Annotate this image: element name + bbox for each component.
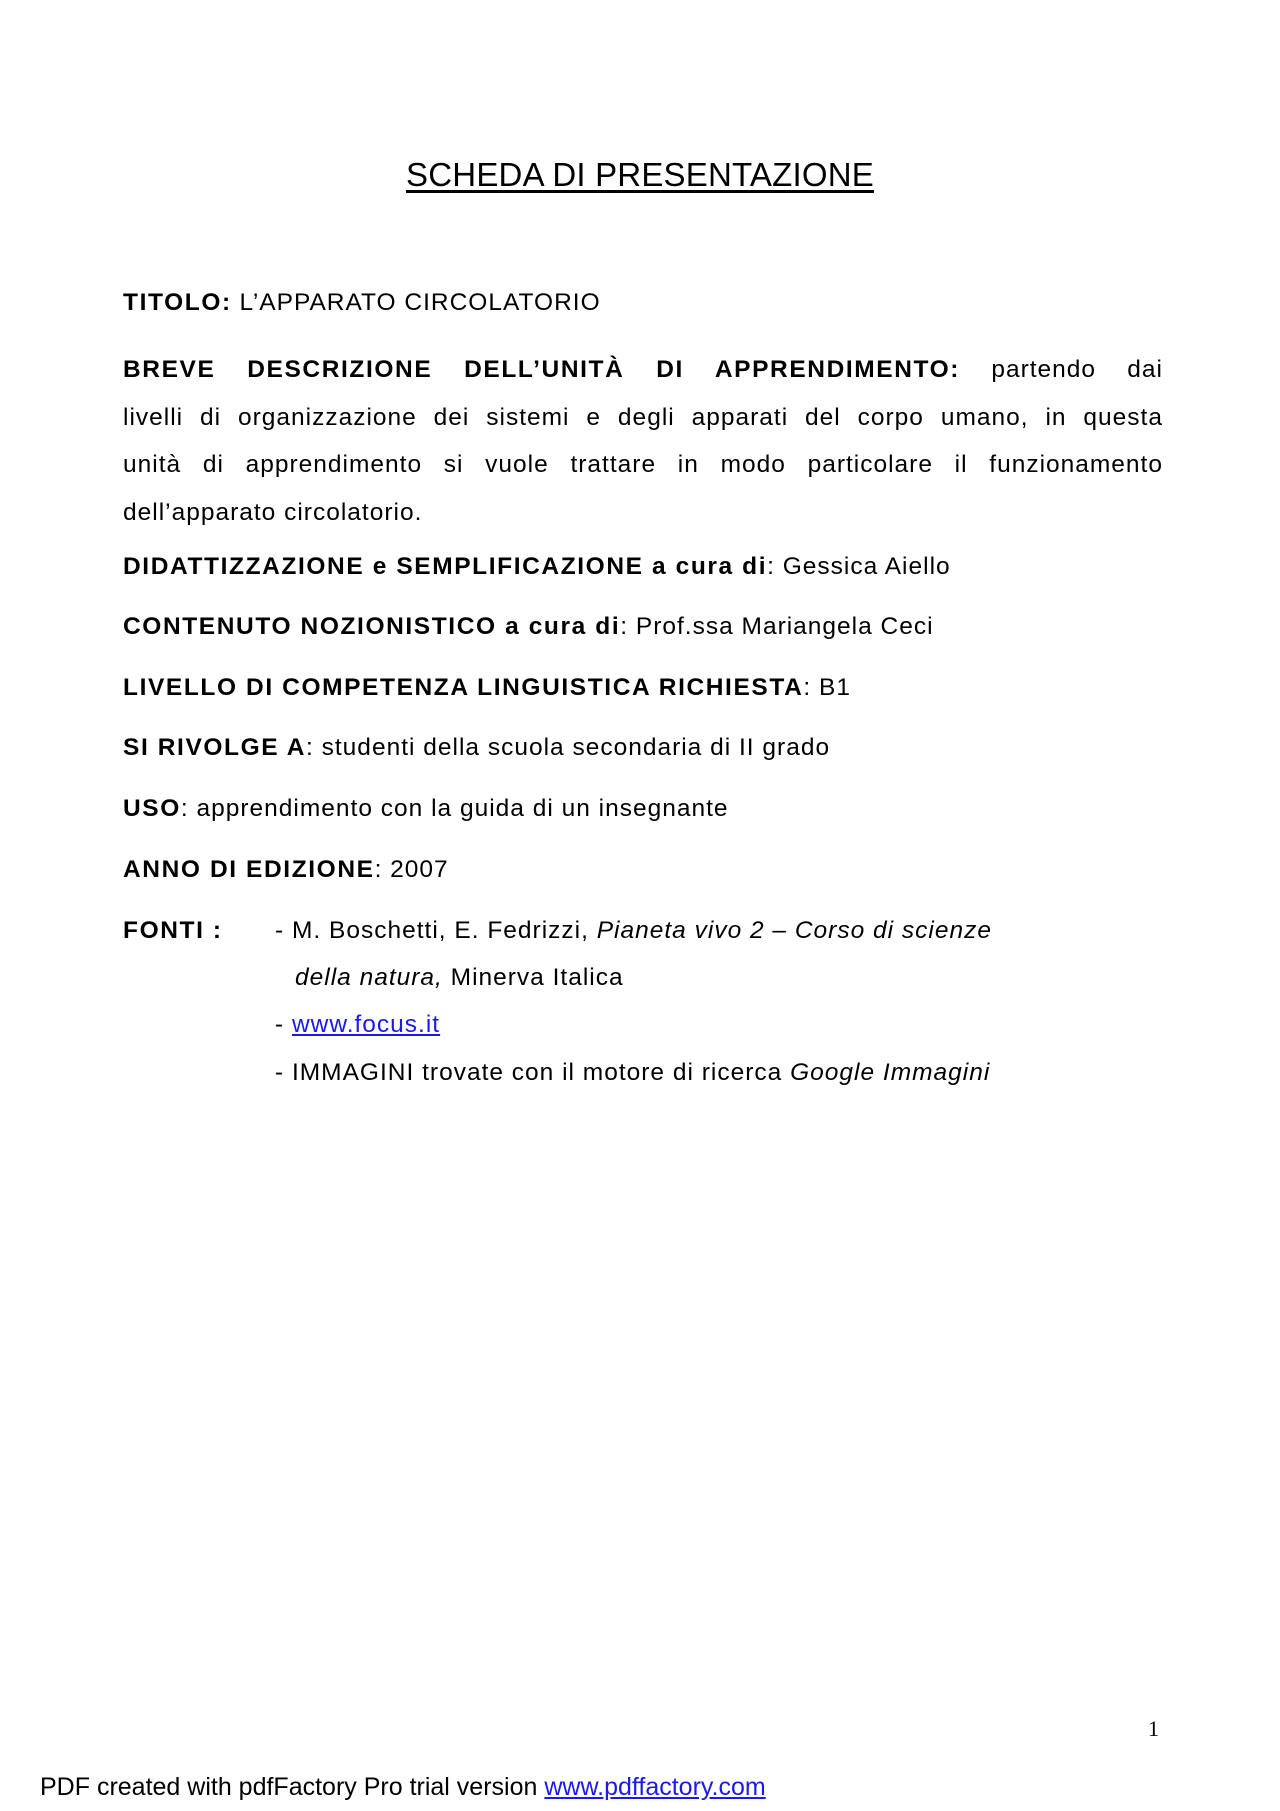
field-contenuto-value: : Prof.ssa Mariangela Ceci [620, 613, 934, 640]
field-rivolge-label: SI RIVOLGE A [123, 734, 307, 761]
field-didattizzazione [123, 552, 1163, 582]
field-descrizione [123, 346, 1163, 536]
fonti-source-1-line-1 [275, 916, 992, 946]
field-uso [123, 794, 1163, 824]
descrizione-line-4: dell’apparato circolatorio. [123, 498, 423, 526]
fonti-source-2-prefix: - [275, 1011, 292, 1038]
fonti-source-1-title-1: Pianeta vivo 2 – Corso di scienze [596, 917, 992, 944]
fonti-source-1-title-2: della natura, [295, 964, 443, 991]
field-uso-label: USO [123, 795, 181, 822]
field-livello-label: LIVELLO DI COMPETENZA LINGUISTICA RICHIESTA [123, 674, 804, 701]
fonti-label: FONTI : [123, 917, 223, 944]
fonti-source-3 [275, 1058, 990, 1088]
descrizione-line-3: unità di apprendimento si vuole trattare in modo particolare il funzionamento [123, 451, 1163, 478]
focus-link[interactable]: www.focus.it [291, 1011, 441, 1038]
field-contenuto-label: CONTENUTO NOZIONISTICO a cura di [123, 613, 621, 640]
footer-text: PDF created with pdfFactory Pro trial version [40, 1773, 545, 1801]
field-didattizzazione-value: : Gessica Aiello [767, 553, 951, 580]
field-livello-value: : B1 [803, 674, 851, 701]
fonti-source-1-publisher: Minerva Italica [442, 964, 624, 991]
fonti-source-3-prefix: - IMMAGINI trovate con il motore di ricerca [275, 1059, 791, 1086]
fonti-source-1-prefix: - M. Boschetti, E. Fedrizzi, [275, 917, 597, 944]
field-contenuto [123, 612, 1163, 642]
pdf-footer [40, 1773, 766, 1802]
fonti-source-1-line-2 [295, 963, 624, 993]
fonti-source-2 [275, 1010, 440, 1040]
page-title: SCHEDA DI PRESENTAZIONE [406, 156, 874, 193]
field-rivolge-value: : studenti della scuola secondaria di II grado [306, 734, 831, 761]
field-didattizzazione-label: DIDATTIZZAZIONE e SEMPLIFICAZIONE a cura di [123, 553, 768, 580]
field-anno-value: : 2007 [374, 856, 449, 883]
descrizione-line-1-tail: partendo dai [991, 356, 1163, 383]
descrizione-line-2: livelli di organizzazione dei sistemi e degli apparati del corpo umano, in questa [123, 403, 1163, 431]
field-titolo-label: TITOLO: [123, 289, 232, 316]
page-number: 1 [1148, 1716, 1159, 1741]
field-anno-label: ANNO DI EDIZIONE [123, 856, 375, 883]
field-livello [123, 673, 1163, 703]
field-anno [123, 855, 1163, 885]
field-uso-value: : apprendimento con la guida di un insegnante [180, 795, 729, 822]
field-titolo [123, 288, 1163, 318]
pdffactory-link[interactable]: www.pdffactory.com [544, 1773, 766, 1801]
fonti-source-3-engine: Google Immagini [790, 1059, 991, 1086]
field-titolo-value: L’APPARATO CIRCOLATORIO [231, 289, 601, 316]
field-rivolge [123, 733, 1163, 763]
field-descrizione-label: BREVE DESCRIZIONE DELL’UNITÀ DI APPRENDIMENTO: [123, 356, 961, 383]
descrizione-line-1 [123, 346, 1163, 394]
